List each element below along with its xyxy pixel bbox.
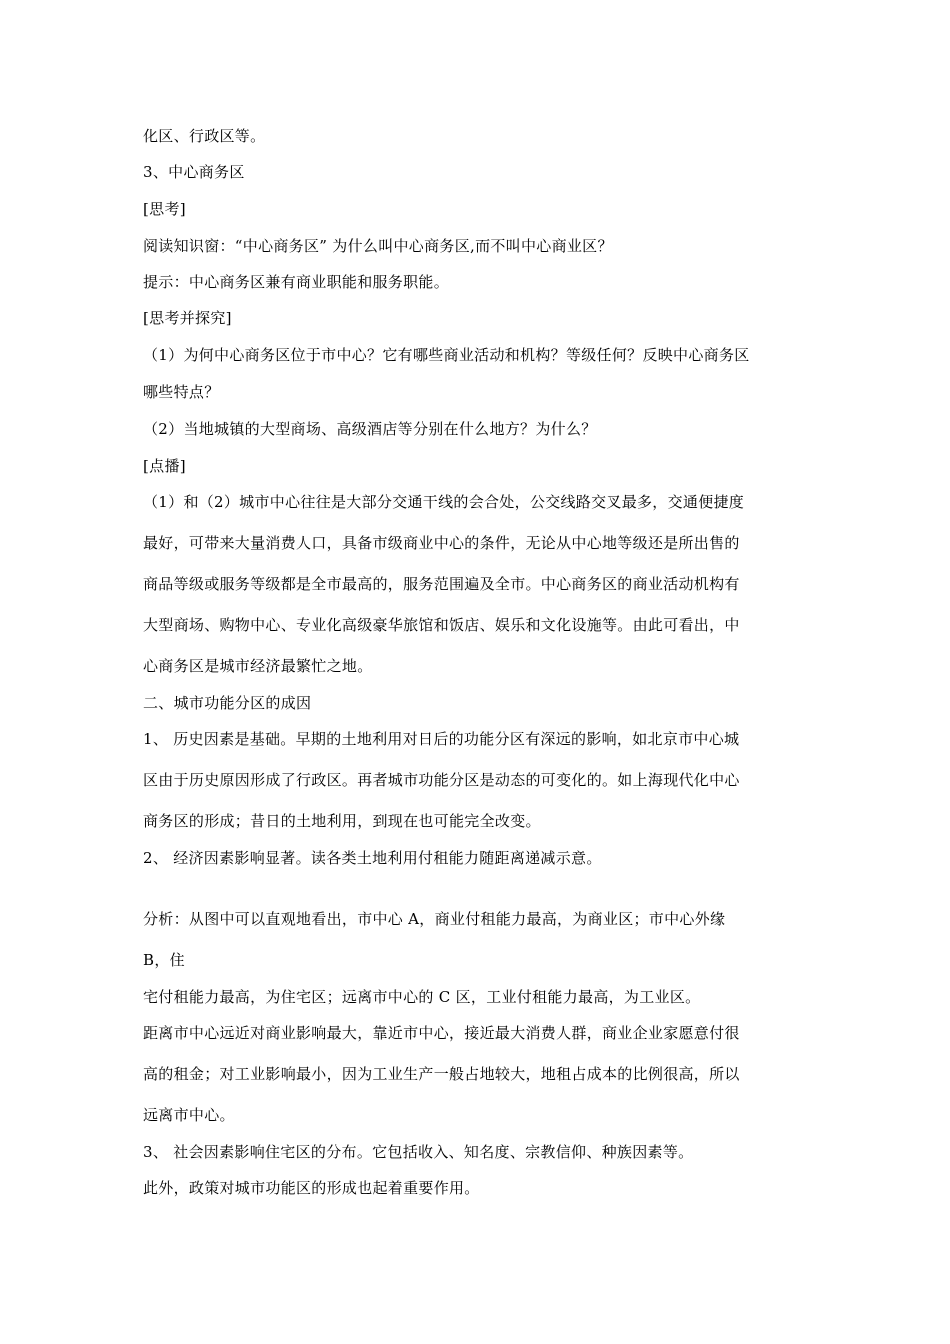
text-line: 阅读知识窗：“中心商务区” 为什么叫中心商务区,而不叫中心商业区？: [143, 237, 613, 255]
text-line: 商品等级或服务等级都是全市最高的，服务范围遍及全市。中心商务区的商业活动机构有: [143, 575, 740, 593]
text-line: 此外，政策对城市功能区的形成也起着重要作用。: [143, 1179, 480, 1197]
text-line: 3、 社会因素影响住宅区的分布。它包括收入、知名度、宗教信仰、种族因素等。: [143, 1143, 694, 1161]
text-line: （2）当地城镇的大型商场、高级酒店等分别在什么地方？为什么？: [143, 420, 597, 438]
text-line: 2、 经济因素影响显著。读各类土地利用付租能力随距离递减示意。: [143, 849, 602, 867]
text-line: 分析：从图中可以直观地看出，市中心 A，商业付租能力最高，为商业区；市中心外缘: [143, 910, 726, 928]
text-line: 远离市中心。: [143, 1106, 235, 1124]
text-line: 提示：中心商务区兼有商业职能和服务职能。: [143, 273, 450, 291]
bracket-label: [思考并探究]: [143, 309, 232, 327]
text-line: 高的租金；对工业影响最小，因为工业生产一般占地较大，地租占成本的比例很高，所以: [143, 1065, 740, 1083]
text-line: 1、 历史因素是基础。早期的土地利用对日后的功能分区有深远的影响，如北京市中心城: [143, 730, 740, 748]
section-heading: 二、城市功能分区的成因: [143, 694, 312, 712]
bracket-label: [思考]: [143, 200, 186, 218]
text-line: 商务区的形成；昔日的土地利用，到现在也可能完全改变。: [143, 812, 541, 830]
text-line: 区由于历史原因形成了行政区。再者城市功能分区是动态的可变化的。如上海现代化中心: [143, 771, 740, 789]
section-heading: 3、中心商务区: [143, 163, 245, 181]
text-line: 心商务区是城市经济最繁忙之地。: [143, 657, 373, 675]
text-line: 最好，可带来大量消费人口，具备市级商业中心的条件，无论从中心地等级还是所出售的: [143, 534, 740, 552]
text-line: 宅付租能力最高，为住宅区；远离市中心的 C 区，工业付租能力最高，为工业区。: [143, 988, 701, 1006]
bracket-label: [点播]: [143, 457, 186, 475]
text-line: （1）和（2）城市中心往往是大部分交通干线的会合处，公交线路交叉最多，交通便捷度: [143, 493, 745, 511]
text-line: （1）为何中心商务区位于市中心？它有哪些商业活动和机构？等级任何？反映中心商务区: [143, 346, 750, 364]
text-line: 化区、行政区等。: [143, 127, 266, 145]
text-line: 大型商场、购物中心、专业化高级豪华旅馆和饭店、娱乐和文化设施等。由此可看出，中: [143, 616, 740, 634]
text-line: B，住: [143, 951, 185, 969]
text-line: 距离市中心远近对商业影响最大，靠近市中心，接近最大消费人群，商业企业家愿意付很: [143, 1024, 740, 1042]
text-line: 哪些特点？: [143, 383, 220, 401]
